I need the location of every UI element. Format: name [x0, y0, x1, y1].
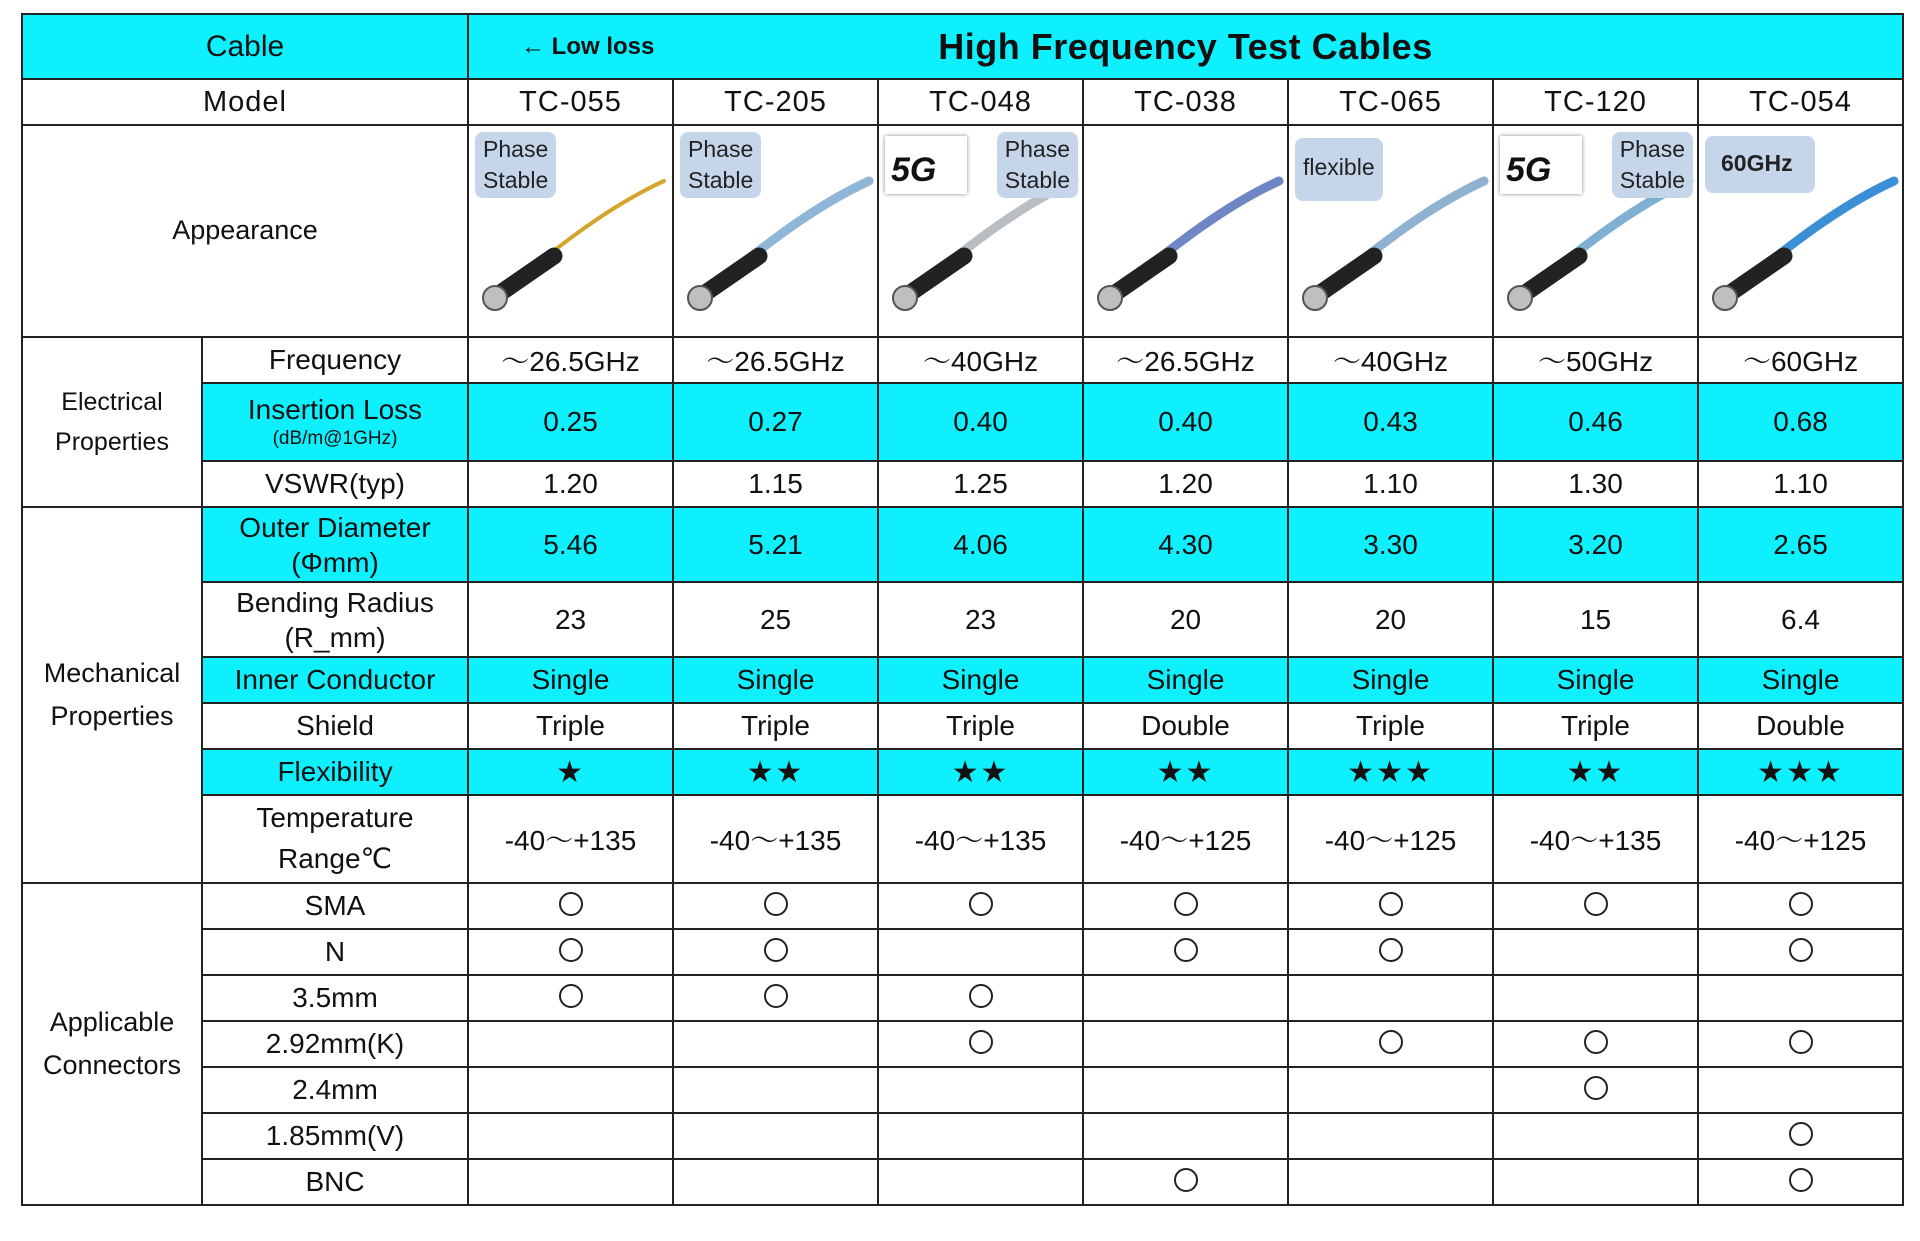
feature-badge: flexible	[1295, 138, 1383, 201]
feature-badge: Phase Stable	[997, 132, 1078, 198]
insertion-loss-value: 0.68	[1698, 383, 1903, 461]
connector-support-cell	[878, 883, 1083, 929]
connector-support-cell	[1288, 883, 1493, 929]
temperature-value: -40～+135	[673, 795, 878, 883]
connector-label: 1.85mm(V)	[202, 1113, 468, 1159]
inner-conductor-row	[22, 657, 1903, 703]
shield-value: Triple	[468, 703, 673, 749]
insertion-loss-value: 0.46	[1493, 383, 1698, 461]
connector-support-cell	[673, 1159, 878, 1205]
connector-support-cell	[673, 929, 878, 975]
appearance-row	[22, 125, 1903, 337]
connector-label: 3.5mm	[202, 975, 468, 1021]
feature-badge: Phase Stable	[680, 132, 761, 198]
cable-image-cell	[1698, 125, 1903, 337]
connector-support-cell	[468, 1113, 673, 1159]
header-row	[22, 14, 1903, 79]
five-g-logo	[1500, 136, 1582, 194]
supported-circle-icon	[1789, 938, 1813, 962]
model-cell: TC-065	[1288, 79, 1493, 125]
inner-conductor-value: Single	[1083, 657, 1288, 703]
model-cell: TC-055	[468, 79, 673, 125]
shield-value: Double	[1083, 703, 1288, 749]
connector-row	[22, 1067, 1903, 1113]
temperature-value: -40～+135	[1493, 795, 1698, 883]
vswr-value: 1.15	[673, 461, 878, 507]
vswr-value: 1.20	[468, 461, 673, 507]
connector-support-cell	[1493, 1159, 1698, 1205]
bending-radius-value: 6.4	[1698, 582, 1903, 657]
connector-support-cell	[1288, 1159, 1493, 1205]
connector-support-cell	[1698, 929, 1903, 975]
vswr-value: 1.30	[1493, 461, 1698, 507]
supported-circle-icon	[764, 938, 788, 962]
connector-support-cell	[1698, 1159, 1903, 1205]
connector-row	[22, 1021, 1903, 1067]
cable-image-cell	[673, 125, 878, 337]
frequency-value: ～40GHz	[878, 337, 1083, 383]
outer-diameter-value: 4.30	[1083, 507, 1288, 582]
connector-support-cell	[673, 1021, 878, 1067]
connector-support-cell	[673, 1067, 878, 1113]
cable-image-cell	[1493, 125, 1698, 337]
bending-radius-label: Bending Radius (R_mm)	[202, 582, 468, 657]
supported-circle-icon	[1584, 1076, 1608, 1100]
connector-support-cell	[468, 975, 673, 1021]
connector-support-cell	[1288, 975, 1493, 1021]
shield-label: Shield	[202, 703, 468, 749]
feature-badge: 60GHz	[1705, 136, 1815, 193]
vswr-row	[22, 461, 1903, 507]
supported-circle-icon	[559, 938, 583, 962]
connector-support-cell	[673, 1113, 878, 1159]
flexibility-value: ★★	[673, 749, 878, 795]
bending-radius-value: 20	[1083, 582, 1288, 657]
shield-value: Double	[1698, 703, 1903, 749]
model-cell: TC-054	[1698, 79, 1903, 125]
connector-support-cell	[1083, 1067, 1288, 1113]
inner-conductor-value: Single	[468, 657, 673, 703]
supported-circle-icon	[969, 892, 993, 916]
cable-connector-head	[1098, 286, 1122, 310]
feature-badge: Phase Stable	[1612, 132, 1693, 198]
connector-support-cell	[1288, 929, 1493, 975]
cable-picture	[1084, 126, 1288, 336]
frequency-value: ～40GHz	[1288, 337, 1493, 383]
cable-image-cell	[1288, 125, 1493, 337]
frequency-value: ～26.5GHz	[468, 337, 673, 383]
supported-circle-icon	[764, 892, 788, 916]
connector-support-cell	[468, 1159, 673, 1205]
insertion-loss-unit: (dB/m@1GHz)	[272, 428, 398, 449]
insertion-loss-value: 0.40	[878, 383, 1083, 461]
cable-image-cell	[1083, 125, 1288, 337]
frequency-value: ～50GHz	[1493, 337, 1698, 383]
connectors-group-text: Applicable Connectors	[42, 1006, 182, 1080]
low-loss-label: ← Low loss	[521, 32, 655, 60]
bending-radius-value: 23	[468, 582, 673, 657]
connector-support-cell	[878, 1159, 1083, 1205]
connector-support-cell	[468, 929, 673, 975]
cable-header: Cable	[22, 14, 468, 79]
shield-value: Triple	[1493, 703, 1698, 749]
supported-circle-icon	[1379, 938, 1403, 962]
outer-diameter-value: 5.21	[673, 507, 878, 582]
connector-support-cell	[1698, 883, 1903, 929]
flexibility-value: ★★★	[1698, 749, 1903, 795]
cable-image-cell	[468, 125, 673, 337]
temperature-value: -40～+135	[468, 795, 673, 883]
insertion-loss-value: 0.43	[1288, 383, 1493, 461]
connector-label: SMA	[202, 883, 468, 929]
outer-diameter-value: 4.06	[878, 507, 1083, 582]
model-label: Model	[22, 79, 468, 125]
spec-table	[21, 13, 1904, 1206]
bending-radius-value: 25	[673, 582, 878, 657]
cable-image-cell	[878, 125, 1083, 337]
bending-radius-value: 15	[1493, 582, 1698, 657]
cable-connector-head	[1508, 286, 1532, 310]
supported-circle-icon	[969, 1030, 993, 1054]
temperature-value: -40～+125	[1288, 795, 1493, 883]
supported-circle-icon	[1789, 1168, 1813, 1192]
vswr-value: 1.10	[1698, 461, 1903, 507]
outer-diameter-label: Outer Diameter (Φmm)	[202, 507, 468, 582]
frequency-label: Frequency	[202, 337, 468, 383]
connector-support-cell	[1493, 975, 1698, 1021]
inner-conductor-value: Single	[1288, 657, 1493, 703]
insertion-loss-row	[22, 383, 1903, 461]
connector-support-cell	[673, 883, 878, 929]
shield-value: Triple	[1288, 703, 1493, 749]
table-title: High Frequency Test Cables	[938, 25, 1433, 67]
connector-support-cell	[878, 1067, 1083, 1113]
flexibility-value: ★	[468, 749, 673, 795]
connector-support-cell	[1083, 1113, 1288, 1159]
cable-connector-body	[1729, 256, 1784, 294]
connector-support-cell	[468, 883, 673, 929]
insertion-loss-value: 0.25	[468, 383, 673, 461]
vswr-value: 1.20	[1083, 461, 1288, 507]
connector-support-cell	[468, 1021, 673, 1067]
outer-diameter-value: 2.65	[1698, 507, 1903, 582]
connector-support-cell	[878, 975, 1083, 1021]
connector-label: BNC	[202, 1159, 468, 1205]
inner-conductor-value: Single	[1493, 657, 1698, 703]
frequency-value: ～60GHz	[1698, 337, 1903, 383]
supported-circle-icon	[1789, 1122, 1813, 1146]
supported-circle-icon	[1789, 1030, 1813, 1054]
connector-support-cell	[673, 975, 878, 1021]
cable-connector-head	[1303, 286, 1327, 310]
connector-support-cell	[1288, 1067, 1493, 1113]
supported-circle-icon	[1174, 938, 1198, 962]
five-g-text: 5G	[1506, 151, 1552, 189]
inner-conductor-value: Single	[1698, 657, 1903, 703]
connector-support-cell	[1083, 929, 1288, 975]
connector-support-cell	[878, 929, 1083, 975]
cable-connector-body	[499, 256, 554, 294]
supported-circle-icon	[1379, 892, 1403, 916]
appearance-label: Appearance	[22, 125, 468, 337]
connector-support-cell	[878, 1021, 1083, 1067]
supported-circle-icon	[559, 984, 583, 1008]
feature-badge: Phase Stable	[475, 132, 556, 198]
cable-connector-body	[1114, 256, 1169, 294]
cable-connector-head	[1713, 286, 1737, 310]
insertion-loss-label	[202, 383, 468, 461]
temperature-value: -40～+125	[1083, 795, 1288, 883]
frequency-value: ～26.5GHz	[1083, 337, 1288, 383]
shield-value: Triple	[673, 703, 878, 749]
supported-circle-icon	[1584, 892, 1608, 916]
insertion-loss-value: 0.40	[1083, 383, 1288, 461]
connector-support-cell	[1698, 1113, 1903, 1159]
five-g-logo	[885, 136, 967, 194]
temperature-value: -40～+135	[878, 795, 1083, 883]
supported-circle-icon	[969, 984, 993, 1008]
bending-radius-value: 23	[878, 582, 1083, 657]
connector-support-cell	[1493, 1113, 1698, 1159]
connectors-group-label	[22, 883, 202, 1205]
connector-support-cell	[1698, 975, 1903, 1021]
inner-conductor-value: Single	[673, 657, 878, 703]
connectors-section	[22, 883, 1903, 1205]
model-cell: TC-120	[1493, 79, 1698, 125]
connector-row	[22, 1159, 1903, 1205]
title-cell	[468, 14, 1903, 79]
connector-support-cell	[1493, 883, 1698, 929]
connector-label: 2.92mm(K)	[202, 1021, 468, 1067]
flexibility-value: ★★★	[1288, 749, 1493, 795]
supported-circle-icon	[1379, 1030, 1403, 1054]
connector-label: N	[202, 929, 468, 975]
vswr-value: 1.25	[878, 461, 1083, 507]
supported-circle-icon	[1584, 1030, 1608, 1054]
connector-support-cell	[1493, 1067, 1698, 1113]
insertion-loss-title: Insertion Loss	[247, 394, 423, 425]
flexibility-value: ★★	[1083, 749, 1288, 795]
outer-diameter-value: 3.20	[1493, 507, 1698, 582]
shield-row	[22, 703, 1903, 749]
temperature-row	[22, 795, 1903, 883]
model-cell: TC-048	[878, 79, 1083, 125]
model-cell: TC-038	[1083, 79, 1288, 125]
temperature-value: -40～+125	[1698, 795, 1903, 883]
supported-circle-icon	[1174, 1168, 1198, 1192]
inner-conductor-value: Single	[878, 657, 1083, 703]
outer-diameter-value: 5.46	[468, 507, 673, 582]
electrical-group-label	[22, 337, 202, 507]
electrical-group-text: Electrical Properties	[55, 388, 169, 456]
flexibility-value: ★★	[878, 749, 1083, 795]
connector-support-cell	[1083, 1159, 1288, 1205]
cable-connector-body	[704, 256, 759, 294]
connector-support-cell	[1493, 1021, 1698, 1067]
bending-radius-value: 20	[1288, 582, 1493, 657]
cable-connector-head	[893, 286, 917, 310]
cable-connector-body	[1524, 256, 1579, 294]
connector-support-cell	[1083, 1021, 1288, 1067]
inner-conductor-label: Inner Conductor	[202, 657, 468, 703]
outer-diameter-value: 3.30	[1288, 507, 1493, 582]
vswr-label: VSWR(typ)	[202, 461, 468, 507]
connector-support-cell	[1288, 1021, 1493, 1067]
cable-connector-head	[688, 286, 712, 310]
mechanical-group-label	[22, 507, 202, 883]
cable-connector-body	[909, 256, 964, 294]
cable-connector-body	[1319, 256, 1374, 294]
flexibility-row	[22, 749, 1903, 795]
mechanical-group-text: Mechanical Properties	[43, 657, 181, 731]
temperature-label: Temperature Range℃	[202, 795, 468, 883]
connector-support-cell	[1698, 1067, 1903, 1113]
flexibility-value: ★★	[1493, 749, 1698, 795]
bending-radius-row	[22, 582, 1903, 657]
connector-support-cell	[1083, 975, 1288, 1021]
cable-connector-head	[483, 286, 507, 310]
connector-row	[22, 975, 1903, 1021]
five-g-text: 5G	[891, 151, 937, 189]
connector-support-cell	[1083, 883, 1288, 929]
connector-support-cell	[878, 1113, 1083, 1159]
supported-circle-icon	[1174, 892, 1198, 916]
model-row	[22, 79, 1903, 125]
connector-support-cell	[1698, 1021, 1903, 1067]
frequency-row	[22, 337, 1903, 383]
shield-value: Triple	[878, 703, 1083, 749]
connector-row	[22, 929, 1903, 975]
connector-support-cell	[468, 1067, 673, 1113]
frequency-value: ～26.5GHz	[673, 337, 878, 383]
outer-diameter-row	[22, 507, 1903, 582]
supported-circle-icon	[764, 984, 788, 1008]
flexibility-label: Flexibility	[202, 749, 468, 795]
connector-support-cell	[1493, 929, 1698, 975]
connector-support-cell	[1288, 1113, 1493, 1159]
connector-label: 2.4mm	[202, 1067, 468, 1113]
supported-circle-icon	[559, 892, 583, 916]
vswr-value: 1.10	[1288, 461, 1493, 507]
model-cell: TC-205	[673, 79, 878, 125]
connector-row	[22, 883, 1903, 929]
supported-circle-icon	[1789, 892, 1813, 916]
connector-row	[22, 1113, 1903, 1159]
insertion-loss-value: 0.27	[673, 383, 878, 461]
